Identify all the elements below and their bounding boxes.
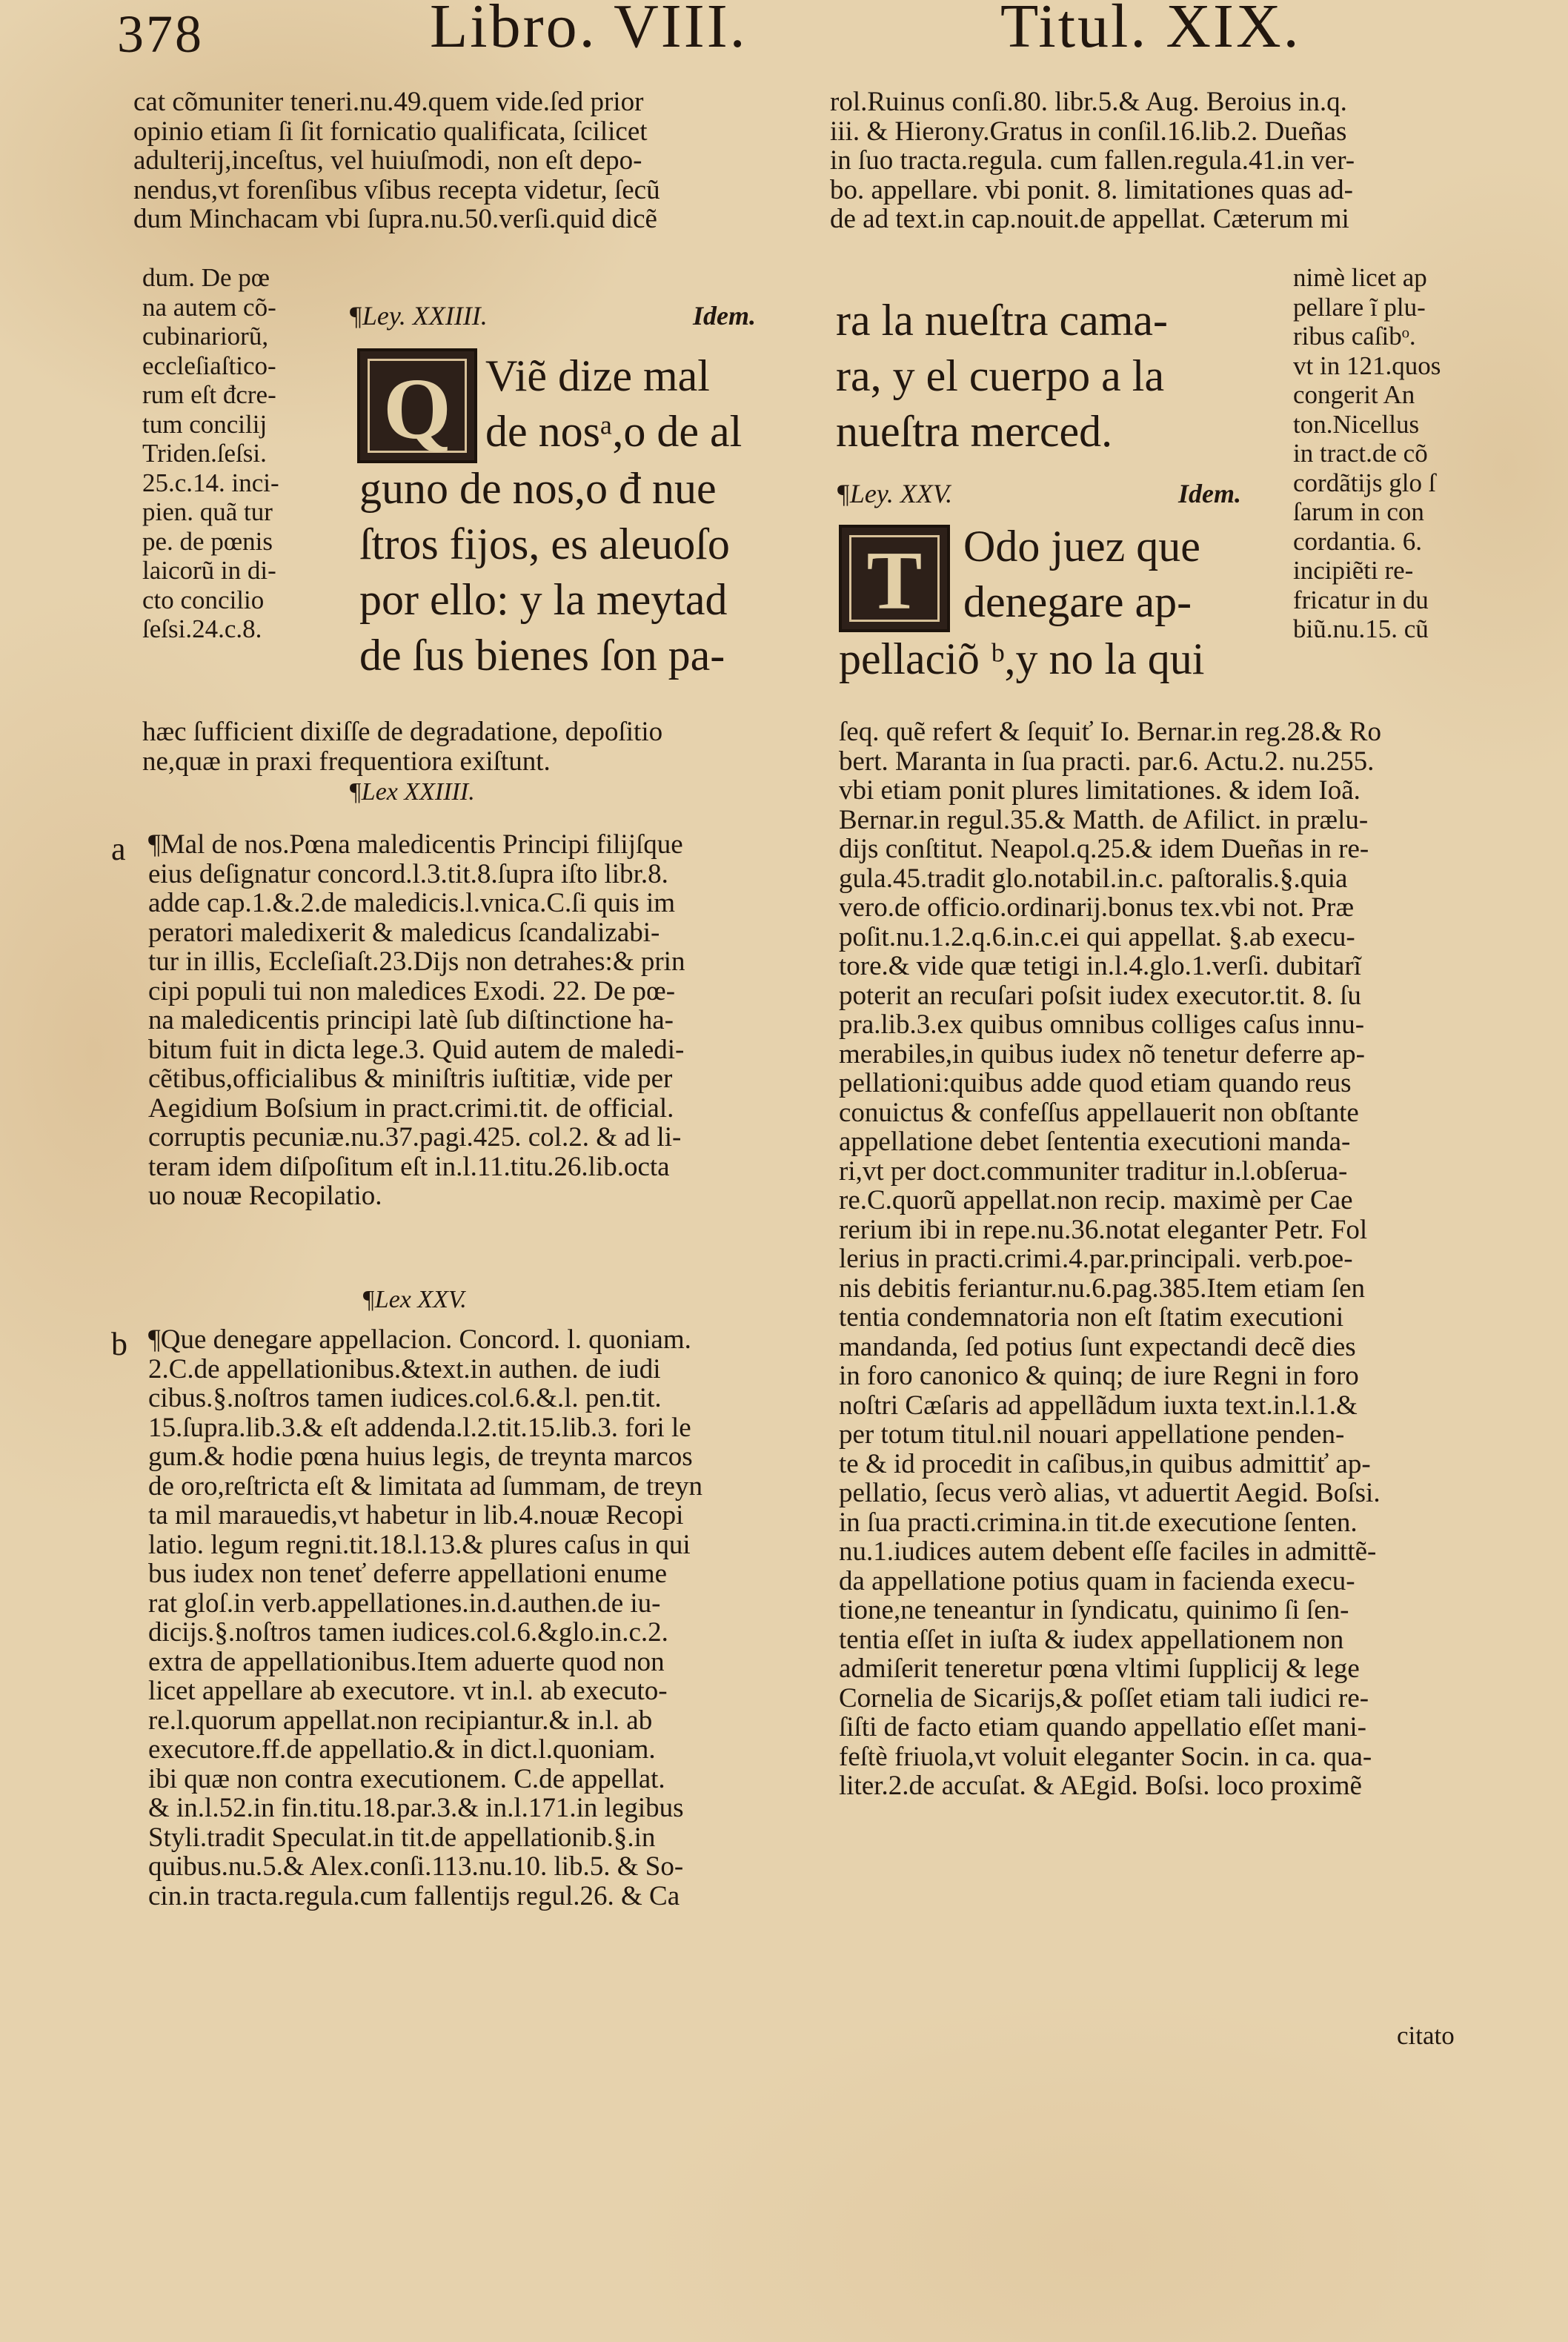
- text-line: dum. De pœ: [142, 263, 270, 292]
- text-line: de oro,reſtricta eſt & limitata ad ſummam, de treyn: [148, 1471, 702, 1501]
- text-line: admiſerit teneretur pœna vltimi ſupplicij & lege: [839, 1654, 1360, 1684]
- decorated-initial-q: [357, 348, 477, 463]
- law-line: ra, y el cuerpo a la: [836, 351, 1165, 400]
- text-line: in foro canonico & quinq; de iure Regni in foro: [839, 1361, 1359, 1391]
- law-line: Viẽ dize mal: [485, 351, 710, 400]
- law-heading-idem: [1178, 478, 1241, 509]
- text-line: ri,vt per doct.communiter traditur in.l.obſerua-: [839, 1156, 1348, 1186]
- text-line: bert. Maranta in ſua practi. par.6. Actu.2. nu.255.: [839, 746, 1375, 776]
- text-line: re.C.quorũ appellat.non recip. maximè per Cae: [839, 1186, 1353, 1215]
- text-line: feſtè friuola,vt voluit eleganter Socin. in ca. qua-: [839, 1742, 1372, 1771]
- text-line: bitum fuit in dicta lege.3. Quid autem de maledi-: [148, 1035, 685, 1064]
- text-line: cordãtijs glo ſ: [1293, 468, 1436, 497]
- text-line: tione,ne teneantur in ſyndicatu, quinimo ſi ſen-: [839, 1596, 1349, 1625]
- text-line: pellationi:quibus adde quod etiam quando reus: [839, 1069, 1352, 1098]
- text-line: licet appellare ab executore. vt in.l. ab executo-: [148, 1676, 668, 1706]
- text-line: opinio etiam ſi ſit fornicatio qualificata, ſcilicet: [133, 116, 648, 146]
- text-line: ¶Que denegare appellacion. Concord. l. quoniam.: [148, 1325, 691, 1355]
- text-line: cẽtibus,officialibus & miniſtris iuſtitiæ, vide per: [148, 1064, 673, 1094]
- text-line: tentia condemnatoria non eſt ſtatim executioni: [839, 1303, 1344, 1333]
- text-line: 15.ſupra.lib.3.& eſt addenda.l.2.tit.15.lib.3. fori le: [148, 1413, 691, 1442]
- law-line: ſtros fijos, es aleuoſo: [359, 520, 730, 568]
- running-head-title: Titul. XIX.: [1000, 0, 1301, 61]
- text-line: da appellatione potius quam in facienda execu-: [839, 1566, 1355, 1596]
- text-line: de ad text.in cap.nouit.de appellat. Cæterum mi: [830, 205, 1349, 234]
- gloss-letter-b: b: [111, 1326, 127, 1362]
- text-line: nis debitis feriantur.nu.6.pag.385.Item etiam ſen: [839, 1273, 1366, 1303]
- text-line: rerium ibi in repe.nu.36.notat eleganter Petr. Fol: [839, 1215, 1368, 1244]
- text-line: & in.l.52.in fin.titu.18.par.3.& in.l.171.in legibus: [148, 1794, 684, 1823]
- running-head-book: Libro. VIII.: [430, 0, 748, 61]
- right-side-gloss: [1293, 263, 1486, 644]
- text-line: quibus.nu.5.& Alex.conſi.113.nu.10. lib.5. & So-: [148, 1852, 684, 1882]
- text-line: tur in illis, Eccleſiaſt.23.Dijs non detrahes:& prin: [148, 947, 685, 977]
- text-line: appellatione debet ſententia executioni manda-: [839, 1127, 1351, 1157]
- text-line: lerius in practi.crimi.4.par.principali. verb.poe-: [839, 1244, 1353, 1274]
- text-line: ta mil marauedis,vt habetur in lib.4.nouæ Recopi: [148, 1501, 684, 1530]
- text-line: peratori maledixerit & maledicus ſcandalizabi-: [148, 918, 660, 947]
- text-line: congerit An: [1293, 380, 1415, 409]
- gloss-xxv: [148, 1325, 800, 1911]
- text-line: ſeq. quẽ refert & ſequiť Io. Bernar.in reg.28.& Ro: [839, 717, 1381, 747]
- text-line: eius deſignatur concord.l.3.tit.8.ſupra iſto libr.8.: [148, 859, 668, 889]
- law-heading-label: ¶Ley. XXIIII.: [348, 301, 488, 331]
- law-text-xxiiii-first: [485, 348, 797, 460]
- text-line: pellatio, ſecus verò alias, vt aduertit Aegid. Boſsi.: [839, 1479, 1381, 1508]
- gloss-xxiiii: [148, 830, 800, 1211]
- text-line: liter.2.de accuſat. & AEgid. Boſsi. loco proximẽ: [839, 1771, 1362, 1801]
- text-line: in tract.de cõ: [1293, 439, 1428, 468]
- text-line: latio. legum regni.tit.18.l.13.& plures caſus in qui: [148, 1530, 691, 1559]
- text-line: ton.Nicellus: [1293, 409, 1420, 439]
- law-text-xxv-first: [963, 519, 1289, 630]
- text-line: uo nouæ Recopilatio.: [148, 1181, 382, 1211]
- law-line: por ello: y la meytad: [359, 575, 728, 624]
- text-line: pra.lib.3.ex quibus omnibus colliges caſus innu-: [839, 1010, 1365, 1040]
- text-line: vero.de officio.ordinarij.bonus tex.vbi not. Præ: [839, 893, 1355, 923]
- text-line: per totum titul.nil nouari appellatione penden-: [839, 1420, 1345, 1450]
- text-line: adulterij,inceſtus, vel huiuſmodi, non eſt depo-: [133, 146, 642, 176]
- text-line: incipiẽti re-: [1293, 556, 1414, 585]
- text-line: Bernar.in regul.35.& Matth. de Afilict. in prælu-: [839, 805, 1369, 835]
- text-line: dijs conſtitut. Neapol.q.25.& idem Dueñas in re-: [839, 835, 1369, 864]
- text-line: poſit.nu.1.2.q.6.in.c.ei qui appellat. §.ab execu-: [839, 922, 1355, 952]
- left-side-gloss: [142, 263, 365, 644]
- text-line: bo. appellare. vbi ponit. 8. limitationes quas ad-: [830, 175, 1353, 205]
- text-line: ſeſsi.24.c.8.: [142, 614, 262, 643]
- text-line: teram idem diſpoſitum eſt in.l.11.titu.26.lib.octa: [148, 1152, 670, 1181]
- text-line: adde cap.1.&.2.de maledicis.l.vnica.C.ſi quis im: [148, 889, 676, 918]
- text-line: merabiles,in quibus iudex nõ tenetur deferre ap-: [839, 1039, 1365, 1069]
- text-line: ribus caſibᵒ.: [1293, 322, 1416, 351]
- law-line: denegare ap-: [963, 577, 1192, 626]
- text-line: corruptis pecuniæ.nu.37.pagi.425. col.2. & ad li-: [148, 1123, 682, 1152]
- text-line: executore.ff.de appellatio.& in dict.l.quoniam.: [148, 1735, 656, 1765]
- text-line: conuictus & confeſſus appellauerit non obſtante: [839, 1098, 1359, 1127]
- decorated-initial-t: [839, 525, 950, 632]
- text-line: hæc ſufficient dixiſſe de degradatione, depoſitio: [142, 717, 663, 747]
- law-line: nueſtra merced.: [836, 407, 1113, 456]
- left-after-paragraph: [142, 717, 794, 776]
- right-gloss: [839, 717, 1491, 1801]
- law-text-xxiiii-continued: [836, 293, 1280, 460]
- text-line: poterit an recuſari poſsit iudex executor.tit. 8. ſu: [839, 981, 1361, 1010]
- text-line: mandanda, ſed potius ſunt expectandi decẽ dies: [839, 1332, 1356, 1361]
- law-line: de ſus bienes ſon pa-: [359, 631, 725, 680]
- law-heading-label: ¶Ley. XXV.: [836, 479, 953, 508]
- running-header: [0, 0, 1568, 67]
- gloss-letter-a: a: [111, 831, 126, 867]
- text-line: cibus.§.noſtros tamen iudices.col.6.&.l. pen.tit.: [148, 1384, 662, 1413]
- text-line: biũ.nu.15. cũ: [1293, 614, 1429, 643]
- text-line: rol.Ruinus conſi.80. libr.5.& Aug. Beroius in.q.: [830, 87, 1347, 117]
- text-line: eccleſiaſtico-: [142, 351, 276, 380]
- left-top-paragraph: [133, 87, 785, 234]
- law-line: ra la nueſtra cama-: [836, 296, 1169, 345]
- text-line: 2.C.de appellationibus.&text.in authen. de iudi: [148, 1354, 661, 1384]
- law-heading-xxiiii: [348, 300, 488, 331]
- text-line: extra de appellationibus.Item aduerte quod non: [148, 1647, 665, 1676]
- text-line: vt in 121.quos: [1293, 351, 1441, 380]
- text-line: noſtri Cæſaris ad appellãdum iuxta text.in.l.1.&: [839, 1390, 1358, 1420]
- text-line: cin.in tracta.regula.cum fallentijs regul.26. & Ca: [148, 1881, 680, 1911]
- law-line: de nosᵃ,o de al: [485, 407, 743, 456]
- text-line: tore.& vide quæ tetigi in.l.4.glo.1.verſi. dubitarĩ: [839, 952, 1361, 981]
- text-line: cipi populi tui non maledices Exodi. 22. De pœ-: [148, 976, 676, 1006]
- law-heading-idem: [693, 300, 756, 331]
- text-line: bus iudex non teneť deferre appellationi enume: [148, 1559, 668, 1589]
- text-line: ibi quæ non contra executionem. C.de appellat.: [148, 1764, 665, 1794]
- text-line: dum Minchacam vbi ſupra.nu.50.verſi.quid dicẽ: [133, 205, 657, 234]
- law-line: Odo juez que: [963, 522, 1200, 571]
- text-line: in ſua practi.crimina.in tit.de executione ſenten.: [839, 1507, 1358, 1537]
- text-line: fricatur in du: [1293, 585, 1429, 614]
- text-line: na maledicentis principi latè ſub diſtinctione ha-: [148, 1006, 674, 1035]
- text-line: Aegidium Boſsium in pract.crimi.tit. de official.: [148, 1093, 674, 1123]
- law-heading-xxv: [836, 478, 952, 509]
- text-line: Styli.tradit Speculat.in tit.de appellationib.§.in: [148, 1822, 656, 1852]
- text-line: 25.c.14. inci-: [142, 468, 279, 497]
- text-line: ne,quæ in praxi frequentiora exiſtunt.: [142, 746, 551, 776]
- text-line: gula.45.tradit glo.notabil.in.c. paſtoralis.§.quia: [839, 863, 1348, 893]
- law-line: guno de nos,o đ nue: [359, 464, 717, 513]
- text-line: te & id procedit in caſibus,in quibus admittiť ap-: [839, 1449, 1371, 1479]
- text-line: rat gloſ.in verb.appellationes.in.d.authen.de iu-: [148, 1588, 661, 1618]
- text-line: tum concilij: [142, 409, 268, 439]
- page-number: 378: [117, 4, 204, 64]
- text-line: vbi etiam ponit plures limitationes. & idem Ioã.: [839, 776, 1361, 806]
- text-line: Triden.ſeſsi.: [142, 439, 267, 468]
- text-line: ¶Mal de nos.Pœna maledicentis Principi filijſque: [148, 830, 683, 860]
- text-line: cto concilio: [142, 585, 265, 614]
- text-line: nendus,vt forenſibus vſibus recepta videtur, ſecũ: [133, 175, 660, 205]
- text-line: cat cõmuniter teneri.nu.49.quem vide.ſed prior: [133, 87, 644, 117]
- text-line: nimè licet ap: [1293, 263, 1427, 292]
- initial-letter: T: [866, 535, 923, 627]
- text-line: Cornelia de Sicarijs,& poſſet etiam tali iudici re-: [839, 1683, 1369, 1713]
- text-line: nu.1.iudices autem debent eſſe faciles in admittẽ-: [839, 1537, 1377, 1567]
- gloss-title-xxv: ¶Lex XXV.: [362, 1286, 467, 1313]
- text-line: re.l.quorum appellat.non recipiantur.& in.l. ab: [148, 1705, 653, 1735]
- text-line: in ſuo tracta.regula. cum fallen.regula.41.in ver-: [830, 146, 1355, 176]
- text-line: pien. quã tur: [142, 497, 273, 526]
- law-text-xxiiii-rest: [359, 461, 797, 683]
- gloss-title-xxiiii: ¶Lex XXIIII.: [348, 778, 475, 806]
- text-line: gum.& hodie pœna huius legis, de treynta marcos: [148, 1442, 693, 1472]
- law-line: pellaciõ ᵇ,y no la qui: [839, 634, 1205, 683]
- text-line: ſiſti de facto etiam quando appellatio eſſet mani-: [839, 1713, 1366, 1742]
- right-top-paragraph: [830, 87, 1482, 234]
- text-line: ſarum in con: [1293, 497, 1424, 526]
- text-line: pellare ĩ plu-: [1293, 292, 1426, 322]
- law-heading-idem-label: Idem.: [1178, 479, 1241, 508]
- law-heading-idem-label: Idem.: [693, 301, 756, 331]
- text-line: laicorũ in di-: [142, 556, 276, 585]
- text-line: rum eſt đcre-: [142, 380, 276, 409]
- text-line: na autem cõ-: [142, 292, 276, 322]
- text-line: pe. de pœnis: [142, 526, 273, 556]
- text-line: tentia eſſet in iuſta & iudex appellationem non: [839, 1625, 1344, 1654]
- text-line: dicijs.§.noſtros tamen iudices.col.6.&glo.in.c.2.: [148, 1618, 668, 1648]
- text-line: cubinariorũ,: [142, 322, 269, 351]
- catchword: citato: [1397, 2021, 1455, 2050]
- law-text-xxv-rest: [839, 631, 1291, 687]
- initial-letter: Q: [383, 360, 451, 457]
- text-line: cordantia. 6.: [1293, 526, 1422, 556]
- text-line: iii. & Hierony.Gratus in conſil.16.lib.2. Dueñas: [830, 116, 1347, 146]
